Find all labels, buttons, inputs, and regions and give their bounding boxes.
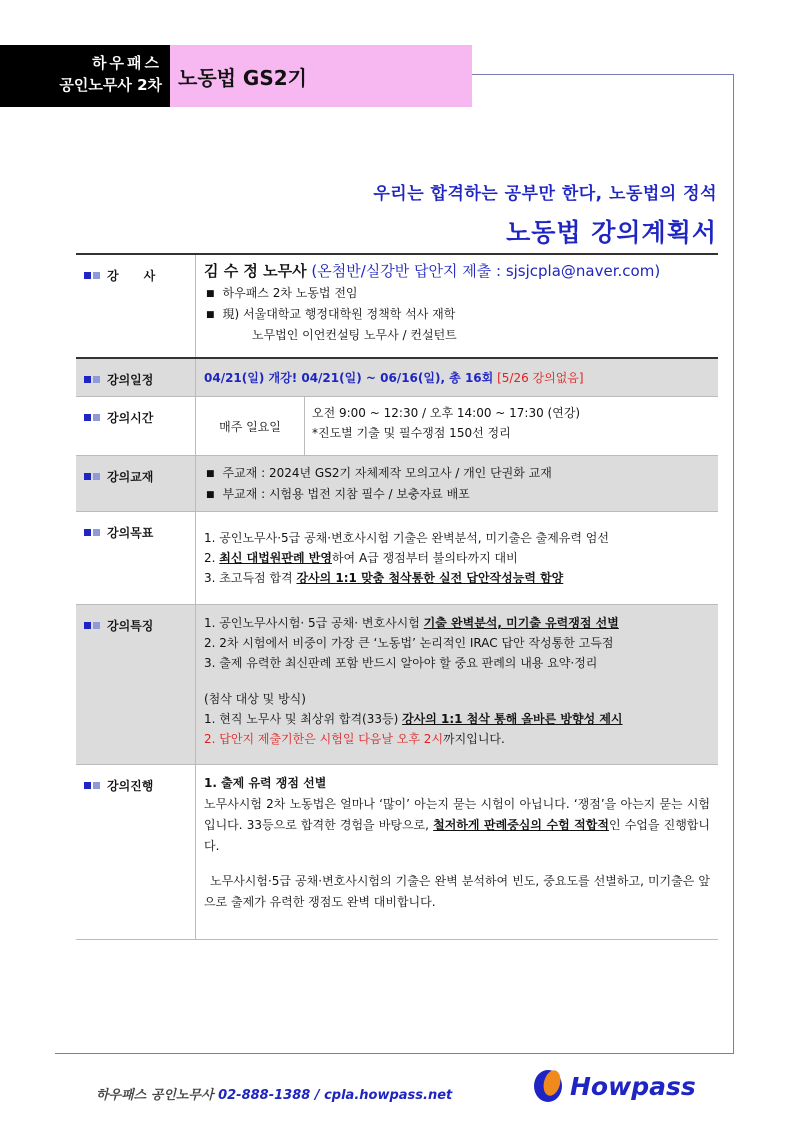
goal-emphasis: 최신 대법원판례 반영	[219, 551, 332, 565]
time-day: 매주 일요일	[219, 419, 281, 434]
frame-line-bottom	[55, 1053, 734, 1054]
row-progress	[76, 765, 718, 940]
square-icon	[84, 529, 91, 536]
feature-subheading: (첨삭 대상 및 방식)	[204, 692, 306, 706]
square-icon	[93, 376, 100, 383]
row-label: 강의목표	[107, 526, 154, 540]
feature-item: 1. 공인노무사시험· 5급 공채· 변호사시험 기출 완벽분석, 미기출 유력쟁점 선별	[204, 616, 619, 630]
row-label: 강의시간	[107, 411, 154, 425]
deadline-note: 2. 답안지 제출기한은 시험일 다음날 오후 2시	[204, 732, 444, 746]
square-icon	[84, 473, 91, 480]
square-icon	[84, 272, 91, 279]
feature-sub-item: 1. 현직 노무사 및 최상위 합격(33등) 강사의 1:1 첨삭 통해 올바른 방향성 제시	[204, 712, 623, 726]
square-icon	[84, 782, 91, 789]
square-icon	[93, 622, 100, 629]
feature-emphasis: 강사의 1:1 첨삭 통해 올바른 방향성 제시	[402, 712, 623, 726]
instructor-bullet: ■ 하우패스 2차 노동법 전임	[206, 283, 710, 304]
row-instructor	[76, 253, 718, 359]
syllabus-table	[76, 253, 718, 940]
square-icon	[84, 414, 91, 421]
howpass-logo-icon	[530, 1065, 720, 1105]
row-materials	[76, 456, 718, 512]
row-label: 강의진행	[107, 779, 154, 793]
goal-item: 2. 최신 대법원판례 반영하여 A급 쟁점부터 불의타까지 대비	[204, 551, 518, 565]
square-icon	[93, 272, 100, 279]
goal-item: 1. 공인노무사·5급 공채·변호사시험 기출은 완벽분석, 미기출은 출제유력 엄선	[204, 531, 609, 545]
feature-item: 2. 2차 시험에서 비중이 가장 큰 ‘노동법’ 논리적인 IRAC 답안 작성통한 고득점	[204, 636, 614, 650]
time-line2: *진도별 기출 및 필수쟁점 150선 정리	[312, 426, 511, 440]
row-goals	[76, 512, 718, 605]
instructor-name: 김 수 정 노무사	[204, 262, 307, 280]
contact-email[interactable]: sjsjcpla@naver.com	[505, 262, 655, 280]
footer-contact[interactable]: 02-888-1388 / cpla.howpass.net	[218, 1088, 453, 1103]
row-label: 강 사	[107, 269, 156, 283]
material-item: ■ 주교재 : 2024년 GS2기 자체제작 모의고사 / 개인 단권화 교재	[206, 463, 710, 484]
square-icon	[93, 473, 100, 480]
goal-emphasis: 강사의 1:1 맞춤 첨삭통한 실전 답안작성능력 함양	[296, 571, 564, 585]
row-label: 강의교재	[107, 470, 154, 484]
feature-item: 3. 출제 유력한 최신판례 포함 반드시 알아야 할 중요 판례의 내용 요약·정리	[204, 656, 598, 670]
brand-line2: 공인노무사 2차	[59, 76, 162, 94]
row-time	[76, 397, 718, 456]
row-label: 강의일정	[107, 373, 154, 387]
contact-prefix: (온첨반/실강반 답안지 제출 :	[311, 262, 506, 280]
course-tag: 노동법 GS2기	[170, 45, 472, 107]
frame-line-right	[733, 74, 734, 1054]
square-icon	[93, 414, 100, 421]
row-schedule	[76, 359, 718, 397]
row-features	[76, 605, 718, 765]
row-label: 강의특징	[107, 619, 154, 633]
instructor-bullet-extra: 노무법인 이언컨설팅 노무사 / 컨설턴트	[252, 328, 457, 342]
brand-line1: 하우패스	[92, 54, 162, 72]
progress-paragraph: 노무사시험 2차 노동법은 얼마나 ‘많이’ 아는지 묻는 시험이 아닙니다. ‘쟁점’을 아는지 묻는 시험입니다. 33등으로 합격한 경험을 바탕으로, 철저하게 판례중심의 수험 적합적인 수업을 진행합니다.	[204, 797, 710, 853]
square-icon	[84, 376, 91, 383]
brand-box	[0, 45, 170, 107]
footer-org: 하우패스 공인노무사	[96, 1088, 214, 1103]
material-item: ■ 부교재 : 시험용 법전 지참 필수 / 보충자료 배포	[206, 484, 710, 505]
instructor-bullet: ■ 現) 서울대학교 행정대학원 정책학 석사 재학	[206, 304, 710, 325]
square-icon	[93, 529, 100, 536]
progress-paragraph: 노무사시험·5급 공채·변호사시험의 기출은 완벽 분석하여 빈도, 중요도를 선별하고, 미기출은 앞으로 출제가 유력한 쟁점도 완벽 대비합니다.	[204, 874, 710, 909]
goal-item: 3. 초고득점 합격 강사의 1:1 맞춤 첨삭통한 실전 답안작성능력 함양	[204, 571, 564, 585]
logo-text: Howpass	[570, 1072, 696, 1101]
howpass-logo	[530, 1065, 720, 1105]
schedule-text: 04/21(일) 개강! 04/21(일) ~ 06/16(일), 총 16회	[204, 371, 494, 385]
schedule-note: [5/26 강의없음]	[497, 371, 584, 385]
footer-text	[96, 1084, 452, 1103]
square-icon	[93, 782, 100, 789]
progress-emphasis: 철저하게 판례중심의 수험 적합적	[433, 818, 609, 832]
frame-line-top	[472, 74, 734, 75]
feature-emphasis: 기출 완벽분석, 미기출 유력쟁점 선별	[423, 616, 619, 630]
contact-suffix: )	[654, 262, 661, 280]
page-title: 노동법 강의계획서	[506, 218, 717, 247]
slogan: 우리는 합격하는 공부만 한다, 노동법의 정석	[373, 184, 717, 204]
feature-sub-item: 2. 답안지 제출기한은 시험일 다음날 오후 2시까지입니다.	[204, 732, 505, 746]
progress-heading: 1. 출제 유력 쟁점 선별	[204, 776, 327, 790]
square-icon	[84, 622, 91, 629]
time-line1: 오전 9:00 ~ 12:30 / 오후 14:00 ~ 17:30 (연강)	[312, 406, 581, 420]
